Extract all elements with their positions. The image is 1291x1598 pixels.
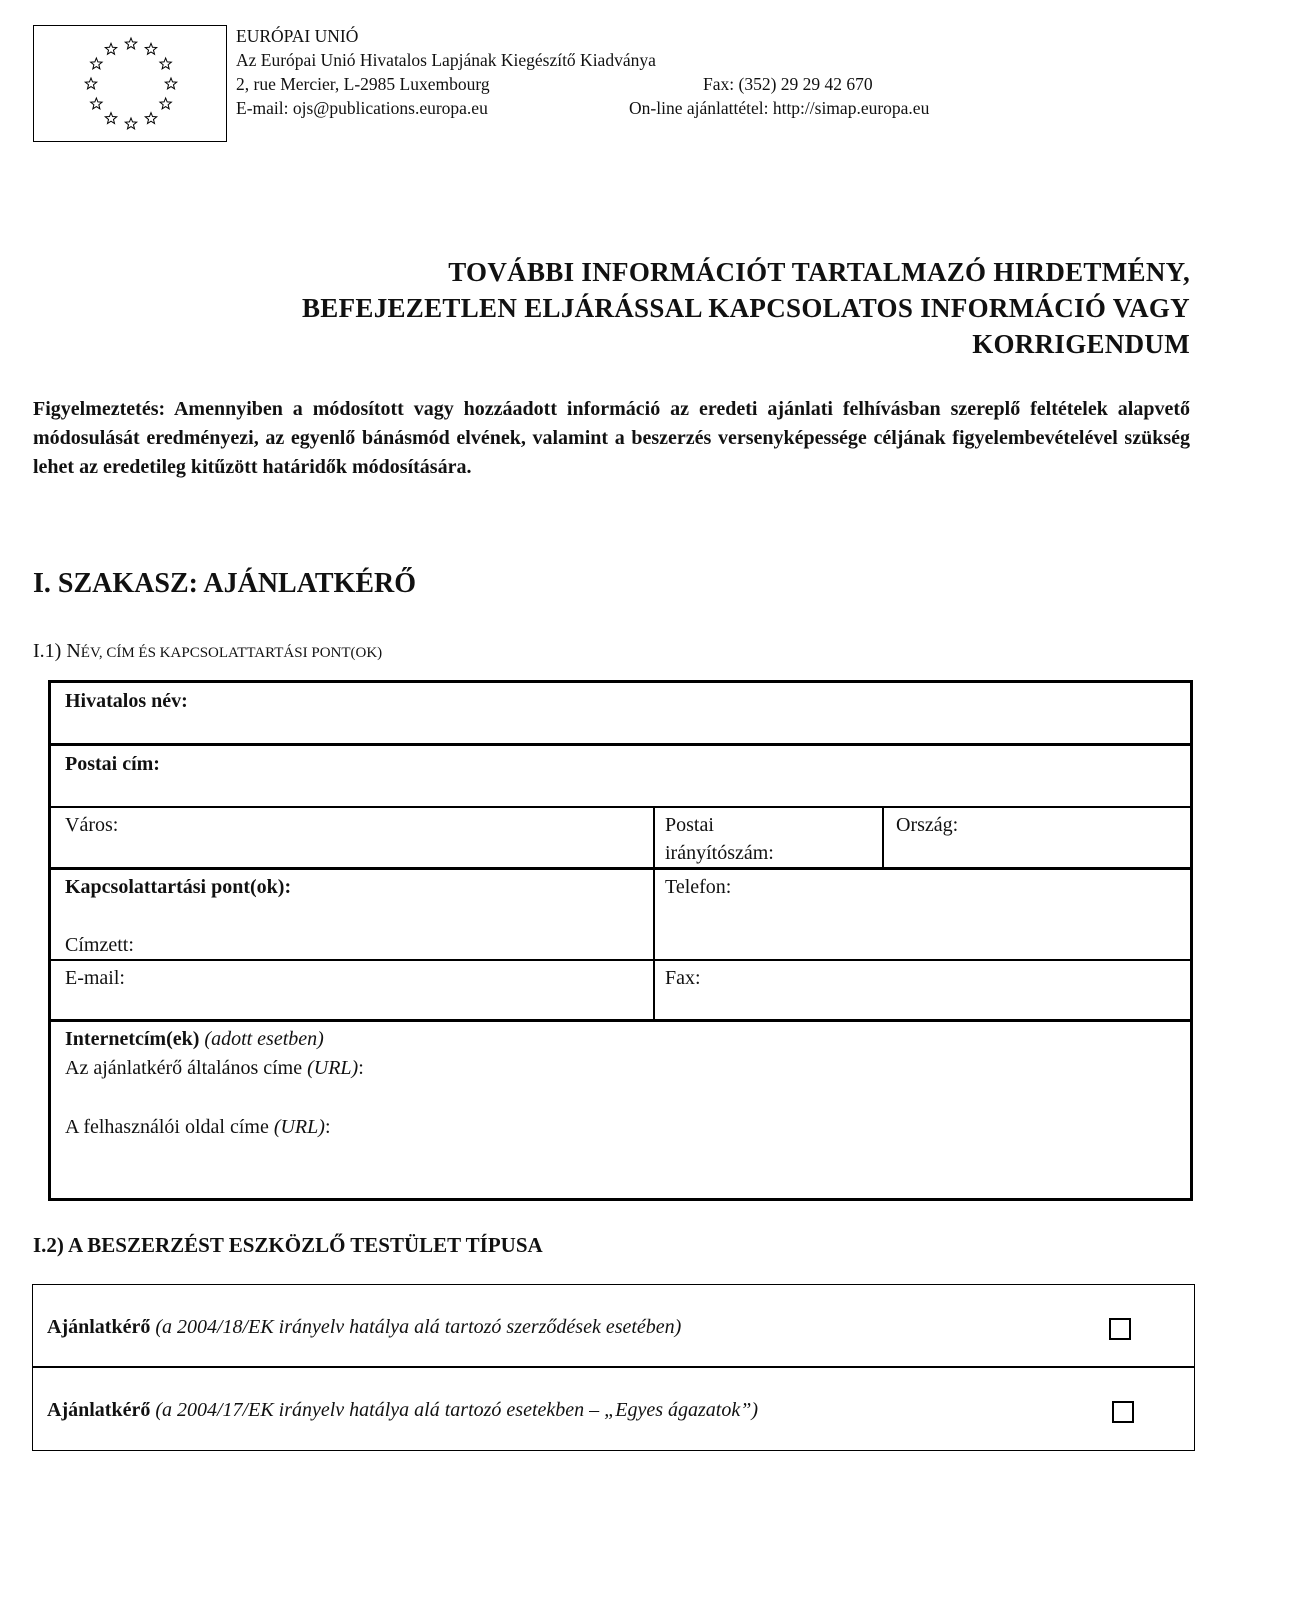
header-address: 2, rue Mercier, L-2985 Luxembourg: [236, 74, 490, 94]
table-divider: [653, 807, 655, 1020]
buyer-url-italic: (URL): [273, 1116, 325, 1138]
authority-type-checkbox[interactable]: [1109, 1318, 1131, 1340]
buyer-url-colon: :: [324, 1116, 331, 1138]
subsection-heading-1: [33, 640, 382, 663]
title-line-1: TOVÁBBI INFORMÁCIÓT TARTALMAZÓ HIRDETMÉNY,: [448, 257, 1190, 287]
authority-type-label: [47, 1399, 758, 1422]
phone-label: Telefon:: [665, 876, 732, 898]
contact-points-label: Kapcsolattartási pont(ok):: [65, 876, 292, 898]
star-icon: [105, 43, 116, 54]
sub1-prefix: I.1): [33, 640, 67, 662]
postal-code-label-2: irányítószám:: [665, 842, 774, 864]
title-line-3: KORRIGENDUM: [972, 329, 1190, 359]
table-divider: [51, 743, 1190, 746]
general-url-italic: (URL): [307, 1057, 359, 1079]
type-italic: (a 2004/18/EK irányelv hatálya alá tartozó szerződések esetében): [150, 1316, 682, 1338]
table-divider: [51, 1019, 1190, 1022]
header-org: EURÓPAI UNIÓ: [236, 26, 359, 46]
table-divider: [51, 867, 1190, 870]
star-icon: [125, 38, 136, 49]
eu-flag-logo: [33, 25, 227, 142]
buyer-url-text: A felhasználói oldal címe: [65, 1116, 274, 1138]
star-icon: [165, 78, 176, 89]
star-icon: [145, 113, 156, 124]
authority-type-label: [47, 1316, 681, 1339]
type-bold: Ajánlatkérő: [47, 1316, 151, 1338]
recipient-label: Címzett:: [65, 934, 134, 956]
official-name-label: Hivatalos név:: [65, 690, 188, 712]
general-url-label: [65, 1054, 364, 1082]
sub1-rest: ÉV, CÍM ÉS KAPCSOLATTARTÁSI PONT(OK): [80, 645, 383, 661]
star-icon: [85, 78, 96, 89]
authority-type-row: [33, 1285, 1194, 1367]
buyer-url-label: [65, 1113, 331, 1141]
header-publication: Az Európai Unió Hivatalos Lapjának Kiegészítő Kiadványa: [236, 50, 656, 70]
star-icon: [105, 113, 116, 124]
star-icon: [91, 98, 102, 109]
table-divider: [882, 807, 884, 868]
header-fax: Fax: (352) 29 29 42 670: [703, 74, 873, 94]
address-table: [48, 680, 1193, 1201]
table-divider: [51, 959, 1190, 961]
country-label: Ország:: [896, 814, 959, 836]
star-icon: [160, 98, 171, 109]
internet-address-label: [65, 1025, 324, 1053]
section-heading: I. SZAKASZ: AJÁNLATKÉRŐ: [33, 568, 417, 599]
general-url-text: Az ajánlatkérő általános címe: [65, 1057, 308, 1079]
header-online: On-line ajánlattétel: http://simap.europa.eu: [629, 98, 930, 118]
sub1-first-letter: N: [66, 640, 81, 662]
star-icon: [125, 118, 136, 129]
title-line-2: BEFEJEZETLEN ELJÁRÁSSAL KAPCSOLATOS INFORMÁCIÓ VAGY: [301, 293, 1190, 323]
header-email: E-mail: ojs@publications.europa.eu: [236, 98, 488, 118]
postal-code-label-1: Postai: [665, 814, 714, 836]
general-url-colon: :: [358, 1057, 364, 1079]
type-bold: Ajánlatkérő: [47, 1399, 151, 1421]
star-icon: [160, 58, 171, 69]
document-title: [302, 254, 1190, 362]
eu-stars-icon: [34, 26, 228, 143]
email-label: E-mail:: [65, 967, 125, 989]
fax-label: Fax:: [665, 967, 701, 989]
warning-paragraph: Figyelmeztetés: Amennyiben a módosított vagy hozzáadott információ az eredeti ajánlati felhívásban szereplő feltételek alapvető módosulását eredményezi, az egyenlő bánásmód elvének, valamint a beszerzés versenyképessége céljának figyelembevételével szükség lehet az eredetileg kitűzött határidők módosítására.: [33, 398, 1190, 478]
authority-type-checkbox[interactable]: [1112, 1401, 1134, 1423]
star-icon: [91, 58, 102, 69]
star-icon: [145, 43, 156, 54]
internet-italic: (adott esetben): [199, 1028, 324, 1050]
type-italic: (a 2004/17/EK irányelv hatálya alá tartozó esetekben – „Egyes ágazatok”): [150, 1399, 759, 1421]
postal-address-label: Postai cím:: [65, 753, 160, 775]
subsection-heading-2: I.2) A BESZERZÉST ESZKÖZLŐ TESTÜLET TÍPUSA: [33, 1233, 543, 1257]
table-divider: [51, 806, 1190, 808]
internet-bold: Internetcím(ek): [65, 1028, 200, 1050]
city-label: Város:: [65, 814, 119, 836]
authority-type-row: [33, 1368, 1194, 1450]
authority-type-table: [32, 1284, 1195, 1451]
